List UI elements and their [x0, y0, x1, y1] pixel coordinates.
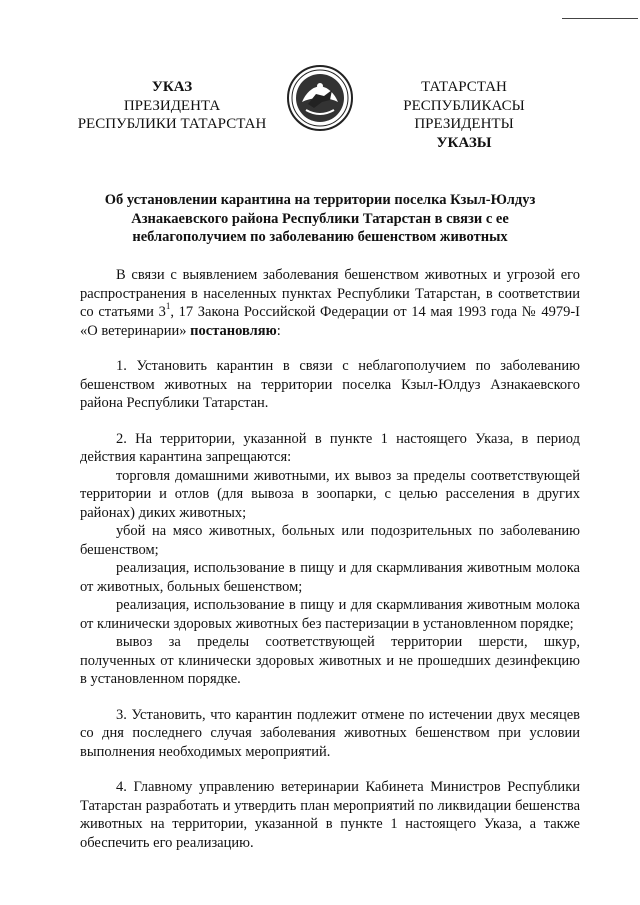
item-2-sub-4: реализация, использование в пищу и для скармливания животным молока от клинически здоровых животных без пастеризации в установленном порядке;	[80, 597, 580, 632]
intro-paragraph	[80, 266, 580, 340]
title-line-1: Об установлении карантина на территории поселка Кзыл-Юлдуз	[104, 192, 536, 208]
item-2-sub-5: вывоз за пределы соответствующей территории шерсти, шкур, полученных от клинически здоровых животных и не прошедших дезинфекцию в установленном порядке.	[80, 634, 580, 687]
header-right-line-1: ТАТАРСТАН РЕСПУБЛИКАСЫ	[403, 79, 525, 114]
item-3: 3. Установить, что карантин подлежит отмене по истечении двух месяцев со дня последнего случая заболевания животных бешенством при условии выполнения необходимых мероприятий.	[80, 706, 580, 760]
intro-colon: :	[276, 322, 281, 339]
intro-text-2: , 17 Закона Российской Федерации от 14 мая 1993 года № 4979-I «О ветеринарии»	[80, 304, 580, 339]
item-2-sub-1: торговля домашними животными, их вывоз за пределы соответствующей территории и отлов (для вывоза в зоопарки, с целью расселения в других районах) диких животных;	[80, 467, 580, 521]
item-2-lead: 2. На территории, указанной в пункте 1 настоящего Указа, в период действия карантина запрещаются:	[80, 430, 580, 465]
item-4: 4. Главному управлению ветеринарии Кабинета Министров Республики Татарстан разработать и утвердить план мероприятий по ликвидации бешенства животных на территории, указанной в пункте 1 настоящего Указа, а также обеспечить его реализацию.	[80, 779, 580, 851]
document-title	[80, 191, 560, 247]
header-left-line-1: УКАЗ	[151, 79, 193, 95]
item-2-sub-3: реализация, использование в пищу и для скармливания животным молока от животных, больных бешенством;	[80, 560, 580, 595]
header-right-line-3: УКАЗЫ	[436, 134, 492, 151]
header-right	[360, 78, 568, 152]
item-1: 1. Установить карантин в связи с неблагополучием по заболеванию бешенством животных на территории поселка Кзыл-Юлдуз Азнакаевского района Республики Татарстан.	[80, 358, 580, 411]
intro-text-1: В связи с выявлением заболевания бешенством животных и угрозой его распространения в населенных пунктах Республики Татарстан, в соответствии со статьями 3	[80, 267, 580, 320]
header-left-line-3: РЕСПУБЛИКИ ТАТАРСТАН	[77, 116, 267, 132]
intro-superscript: 1	[165, 301, 171, 312]
document-body	[80, 266, 580, 852]
corner-scan-mark	[562, 2, 638, 19]
emblem-icon	[286, 64, 354, 132]
item-2-sub-2: убой на мясо животных, больных или подозрительных по заболеванию бешенством;	[80, 523, 580, 558]
header-right-line-2: ПРЕЗИДЕНТЫ	[414, 116, 514, 132]
intro-decree-word: постановляю	[190, 322, 277, 339]
title-line-2: Азнакаевского района Республики Татарстан в связи с ее	[131, 210, 509, 227]
header-left	[72, 78, 272, 134]
header-left-line-2: ПРЕЗИДЕНТА	[123, 97, 221, 114]
title-line-3: неблагополучием по заболеванию бешенством животных	[132, 229, 508, 245]
